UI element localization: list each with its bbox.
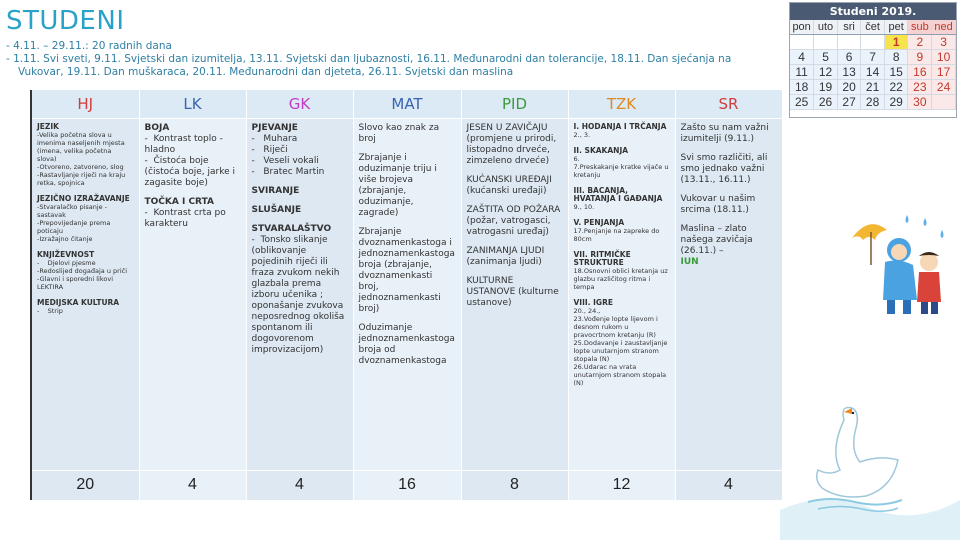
topic-title: KNJIŽEVNOST — [37, 249, 95, 259]
topic-block — [252, 205, 347, 216]
calendar-day — [790, 35, 814, 50]
topic-title: MEDIJSKA KULTURA — [37, 297, 120, 307]
subject-content-sr — [675, 118, 782, 470]
topic-title: BOJA — [144, 122, 170, 133]
calendar-week — [790, 80, 956, 95]
umbrella-icon — [852, 224, 887, 265]
topic-title: III. BACANJA, HVATANJA I GAĐANJA — [573, 185, 663, 203]
topic-title: SVIRANJE — [251, 185, 300, 196]
calendar-title: Studeni 2019. — [790, 3, 956, 20]
calendar-week — [790, 95, 956, 110]
calendar-day: 27 — [837, 95, 861, 110]
topic-block — [467, 246, 562, 268]
topic-body: Vukovar u našim srcima (18.11.) — [680, 193, 759, 215]
topic-block — [145, 197, 240, 230]
topic-block — [681, 194, 776, 216]
calendar-day: 4 — [790, 50, 814, 65]
total-hours-tzk: 12 — [568, 470, 675, 500]
topic-title: VIII. IGRE — [573, 297, 613, 307]
topic-block — [467, 175, 562, 197]
calendar-day: 29 — [884, 95, 908, 110]
topic-body: Zbrajanje i oduzimanje triju i više brojeva (zbrajanje, oduzimanje, zagrade) — [358, 152, 440, 218]
calendar-day: 23 — [908, 80, 932, 95]
topic-body: 17.Penjanje na zapreke do 80cm — [573, 226, 662, 243]
calendar-week — [790, 35, 956, 50]
topic-block — [574, 299, 669, 387]
calendar-day-header: sub — [908, 20, 932, 35]
calendar-day: 2 — [908, 35, 932, 50]
topic-body: - Djelovi pjesme -Redoslijed događaja u priči -Glavni i sporedni likovi LEKTIRA — [37, 258, 128, 291]
total-hours-sr: 4 — [675, 470, 782, 500]
calendar-day-header: pon — [790, 20, 814, 35]
calendar-day: 13 — [837, 65, 861, 80]
topic-title: I. HODANJA I TRČANJA — [573, 121, 667, 131]
page-title: STUDENI — [6, 6, 125, 36]
calendar-day-holiday: 1 — [884, 35, 908, 50]
child-blue-raincoat-icon — [883, 238, 917, 314]
topic-block — [681, 153, 776, 186]
topic-body: 9., 10. — [573, 202, 595, 211]
topic-block — [37, 195, 133, 243]
subject-header-pid: PID — [461, 90, 568, 118]
subject-content-pid — [461, 118, 568, 470]
topic-body: ZAŠTITA OD POŽARA (požar, vatrogasci, vatrogasni uređaj) — [466, 204, 564, 237]
topic-block — [358, 226, 458, 315]
calendar-day-header: uto — [814, 20, 838, 35]
topic-body: -Stvaralačko pisanje - sastavak -Prepovijedanje prema poticaju -Izražajno čitanje — [37, 202, 111, 243]
calendar-day — [861, 35, 885, 50]
subject-content-lk — [139, 118, 246, 470]
swan-icon — [817, 408, 898, 498]
calendar-day: 19 — [814, 80, 838, 95]
subject-content-gk — [246, 118, 353, 470]
topic-block — [574, 147, 669, 179]
subject-content-tzk — [568, 118, 675, 470]
topic-block — [467, 123, 562, 167]
topic-block — [252, 224, 347, 356]
topic-body: KUĆANSKI UREĐAJI (kućanski uređaji) — [466, 174, 555, 196]
calendar-day: 15 — [884, 65, 908, 80]
child-red-coat-icon — [917, 252, 941, 314]
topic-body: JESEN U ZAVIČAJU (promjene u prirodi, listopadno drveće, zimzeleno drveće) — [466, 122, 560, 166]
topic-block — [37, 299, 133, 315]
topic-body: Svi smo različiti, ali smo jednako važni (13.11., 16.11.) — [680, 152, 771, 185]
topic-body: Slovo kao znak za broj — [358, 122, 442, 144]
subject-header-tzk: TZK — [568, 90, 675, 118]
topic-body: - Kontrast crta po karakteru — [144, 207, 229, 229]
topic-block — [574, 123, 669, 139]
topic-title: V. PENJANJA — [573, 217, 625, 227]
topic-block — [467, 205, 562, 238]
topic-body: KULTURNE USTANOVE (kulturne ustanove) — [466, 275, 562, 308]
topic-title: SLUŠANJE — [251, 204, 302, 215]
iun-tag: IUN — [680, 256, 699, 267]
subject-header-mat: MAT — [353, 90, 461, 118]
calendar-day — [932, 95, 956, 110]
topic-body: Oduzimanje jednoznamenkastoga broja od dvoznamenkastoga — [358, 322, 458, 366]
calendar-day: 9 — [908, 50, 932, 65]
subtitle-block — [6, 40, 776, 79]
total-hours-pid: 8 — [461, 470, 568, 500]
topic-title: JEZIK — [37, 121, 59, 131]
topic-block — [574, 251, 669, 291]
calendar-week — [790, 50, 956, 65]
topic-body: 6. 7.Preskakanje kratke vijače u kretanju — [573, 154, 669, 179]
calendar-week — [790, 65, 956, 80]
water-ripple-icon — [808, 499, 902, 511]
topic-title: VII. RITMIČKE STRUKTURE — [573, 249, 634, 267]
subject-plan-table — [30, 90, 780, 500]
calendar — [789, 2, 957, 118]
calendar-day: 8 — [884, 50, 908, 65]
calendar-day: 14 — [861, 65, 885, 80]
subject-header-gk: GK — [246, 90, 353, 118]
topic-body: - Kontrast toplo - hladno - Čistoća boje (čistoća boje, jarke i zagasite boje) — [144, 133, 235, 188]
children-in-rain-illustration — [847, 210, 952, 320]
calendar-header-row — [790, 20, 956, 35]
topic-title: STVARALAŠTVO — [251, 223, 332, 234]
topic-title: TOČKA I CRTA — [144, 196, 214, 207]
topic-body: Zašto su nam važni izumitelji (9.11.) — [680, 122, 772, 144]
calendar-day: 26 — [814, 95, 838, 110]
calendar-day: 17 — [932, 65, 956, 80]
topic-block — [252, 186, 347, 197]
subject-content-hj — [32, 118, 139, 470]
topic-body: - Tonsko slikanje (oblikovanje pojedinih riječi ili fraza zvukom nekih glazbala prema izboru učenika ; oponašanje zvukova neposrednog okoliša spontanom ili dogovorenom improvizacijom) — [251, 234, 348, 355]
subtitle-line: Vukovar, 19.11. Dan muškaraca, 20.11. Međunarodni dan djeteta, 26.11. Svjetski dan maslina — [18, 66, 514, 78]
topic-body: - Muhara - Riječi - Veseli vokali - Bratec Martin — [251, 133, 325, 177]
calendar-day: 16 — [908, 65, 932, 80]
calendar-day: 22 — [884, 80, 908, 95]
topic-block — [681, 224, 776, 268]
topic-body: 20., 24., 23.Vođenje lopte lijevom i desnom rukom u pravocrtnom kretanju (R) 25.Dodavanje i zaustavljanje lopte unutarnjom stranom stopala (N) 26.Udarac na vrata unutarnjom stranom stopala (N) — [573, 306, 668, 387]
topic-block — [358, 322, 458, 367]
calendar-day: 6 — [837, 50, 861, 65]
subject-content-mat — [353, 118, 461, 470]
subject-header-row — [32, 90, 782, 118]
topic-block — [574, 219, 669, 243]
calendar-day — [837, 35, 861, 50]
topic-block — [37, 251, 133, 291]
topic-block — [681, 123, 776, 145]
calendar-day: 21 — [861, 80, 885, 95]
calendar-day-header: pet — [884, 20, 908, 35]
topic-block — [467, 276, 562, 309]
calendar-day-header: sri — [837, 20, 861, 35]
topic-block — [574, 187, 669, 211]
calendar-day: 20 — [837, 80, 861, 95]
swan-illustration — [800, 400, 910, 515]
calendar-day: 7 — [861, 50, 885, 65]
topic-body: 2., 3. — [573, 130, 591, 139]
calendar-day: 5 — [814, 50, 838, 65]
topic-title: PJEVANJE — [251, 122, 298, 133]
calendar-day — [814, 35, 838, 50]
subtitle-line: - 1.11. Svi sveti, 9.11. Svjetski dan izumitelja, 13.11. Svjetski dan ljubaznosti, 16.11. Međunarodni dan tolerancije, 18.11. Dan sjećanja na — [6, 53, 732, 65]
total-hours-lk: 4 — [139, 470, 246, 500]
topic-body: - Strip — [37, 306, 63, 315]
subject-header-sr: SR — [675, 90, 782, 118]
total-hours-mat: 16 — [353, 470, 461, 500]
calendar-grid — [790, 20, 956, 110]
topic-body: -Velika početna slova u imenima naseljenih mjesta (imena, velika početna slova) -Otvoreno, zatvoreno, slog -Rastavljanje riječi na kraju retka, spojnica — [37, 130, 126, 187]
totals-row — [32, 470, 782, 500]
topic-body: Zbrajanje dvoznamenkastoga i jednoznamenkastoga broja (zbrajanje, dvoznamenkasti broj, jednoznamenkasti broj) — [358, 226, 458, 314]
subject-header-hj: HJ — [32, 90, 139, 118]
topic-body: 18.Osnovni oblici kretanja uz glazbu različitog ritma i tempa — [573, 266, 670, 291]
calendar-day: 28 — [861, 95, 885, 110]
raindrop-icon — [906, 215, 944, 238]
calendar-day: 12 — [814, 65, 838, 80]
topic-block — [359, 123, 455, 145]
topic-title: II. SKAKANJA — [573, 145, 629, 155]
total-hours-hj: 20 — [32, 470, 139, 500]
calendar-day: 24 — [932, 80, 956, 95]
calendar-day: 18 — [790, 80, 814, 95]
calendar-day: 30 — [908, 95, 932, 110]
subtitle-line: - 4.11. – 29.11.: 20 radnih dana — [6, 40, 172, 52]
calendar-day: 11 — [790, 65, 814, 80]
calendar-day: 25 — [790, 95, 814, 110]
topic-block — [359, 153, 455, 219]
calendar-day-header: ned — [932, 20, 956, 35]
topic-title: JEZIČNO IZRAŽAVANJE — [37, 193, 130, 203]
calendar-day: 10 — [932, 50, 956, 65]
calendar-day: 3 — [932, 35, 956, 50]
topic-block — [145, 123, 240, 189]
calendar-day-header: čet — [861, 20, 885, 35]
topic-body: ZANIMANJA LJUDI (zanimanja ljudi) — [466, 245, 548, 267]
topic-block — [37, 123, 133, 187]
content-row — [32, 118, 782, 470]
subject-header-lk: LK — [139, 90, 246, 118]
topic-body: Maslina – zlato našega zavičaja (26.11.) – — [680, 223, 756, 256]
total-hours-gk: 4 — [246, 470, 353, 500]
topic-block — [252, 123, 347, 178]
